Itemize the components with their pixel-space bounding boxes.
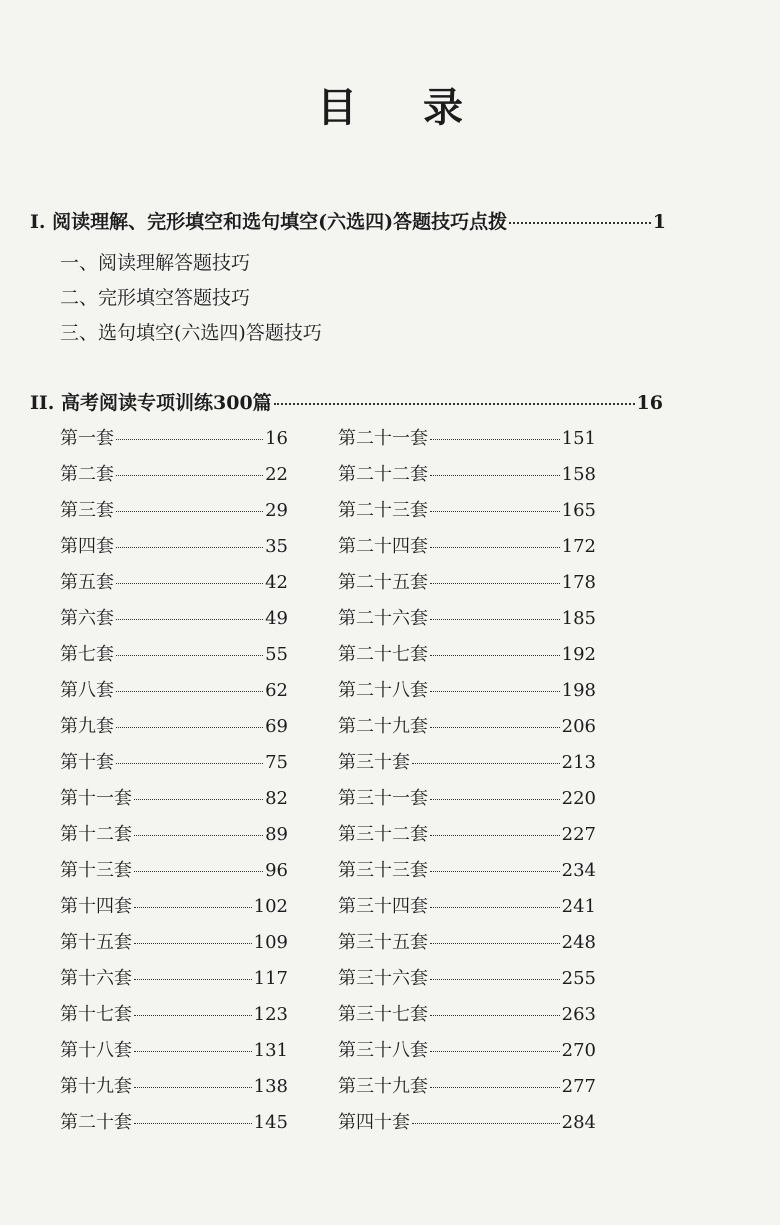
- toc-entry-label: 第四套: [60, 536, 114, 557]
- leader-dots: [430, 619, 560, 620]
- leader-dots: [116, 475, 263, 476]
- leader-dots: [412, 1123, 560, 1124]
- toc-entry-label: 第十一套: [60, 788, 132, 809]
- toc-entry-page: 178: [561, 572, 596, 593]
- toc-entry-page: 145: [253, 1112, 288, 1133]
- toc-entry[interactable]: [338, 1038, 596, 1064]
- toc-entry-label: 第二十四套: [338, 536, 428, 557]
- toc-entry-page: 158: [561, 464, 596, 485]
- leader-dots: [134, 1123, 252, 1124]
- toc-entry-page: 49: [265, 608, 288, 629]
- toc-entry[interactable]: [338, 1074, 596, 1100]
- toc-entry-label: 第三十一套: [338, 788, 428, 809]
- toc-entry-page: 270: [561, 1040, 596, 1061]
- toc-entry-page: 248: [561, 932, 596, 953]
- toc-entry[interactable]: [338, 786, 596, 812]
- toc-entry-page: 62: [265, 680, 288, 701]
- toc-entry[interactable]: [338, 894, 596, 920]
- toc-entry-page: 263: [561, 1004, 596, 1025]
- leader-dots: [116, 619, 263, 620]
- toc-entry-label: 第十八套: [60, 1040, 132, 1061]
- toc-entry-label: 第二十九套: [338, 716, 428, 737]
- toc-entry-page: 172: [561, 536, 596, 557]
- toc-entry-page: 206: [561, 716, 596, 737]
- toc-entry-label: 第十三套: [60, 860, 132, 881]
- toc-entry[interactable]: [60, 642, 288, 668]
- toc-entry-label: 第二套: [60, 464, 114, 485]
- toc-entry-page: 69: [265, 716, 288, 737]
- toc-entry[interactable]: [60, 498, 288, 524]
- toc-entry-label: 第七套: [60, 644, 114, 665]
- toc-entry[interactable]: [338, 462, 596, 488]
- toc-entry[interactable]: [60, 462, 288, 488]
- leader-dots: [134, 835, 263, 836]
- leader-dots: [430, 547, 560, 548]
- toc-entry-page: 131: [253, 1040, 288, 1061]
- toc-entry-label: 第五套: [60, 572, 114, 593]
- toc-entry[interactable]: [338, 606, 596, 632]
- toc-entry-label: 第三十四套: [338, 896, 428, 917]
- toc-entry[interactable]: [60, 570, 288, 596]
- toc-entry[interactable]: [338, 858, 596, 884]
- toc-entry-label: 第三十五套: [338, 932, 428, 953]
- leader-dots: [134, 979, 252, 980]
- subsection-3[interactable]: 三、选句填空(六选四)答题技巧: [60, 322, 322, 344]
- toc-entry-page: 42: [265, 572, 288, 593]
- leader-dots: [134, 1087, 252, 1088]
- leader-dots: [430, 1015, 560, 1016]
- toc-entry-label: 第三十套: [338, 752, 410, 773]
- toc-entry-page: 185: [561, 608, 596, 629]
- toc-entry-label: 第三十二套: [338, 824, 428, 845]
- leader-dots: [116, 439, 263, 440]
- toc-entry-label: 第九套: [60, 716, 114, 737]
- toc-entry-label: 第三十七套: [338, 1004, 428, 1025]
- leader-dots: [430, 943, 560, 944]
- toc-entry-label: 第十六套: [60, 968, 132, 989]
- toc-entry-page: 227: [561, 824, 596, 845]
- toc-entry-label: 第二十一套: [338, 428, 428, 449]
- toc-entry-label: 第二十六套: [338, 608, 428, 629]
- leader-dots: [430, 691, 560, 692]
- leader-dots: [116, 763, 263, 764]
- leader-dots: [116, 691, 263, 692]
- subsection-1[interactable]: 一、阅读理解答题技巧: [60, 252, 251, 274]
- toc-entry-page: 151: [561, 428, 596, 449]
- toc-entry-page: 55: [265, 644, 288, 665]
- toc-entry-page: 109: [253, 932, 288, 953]
- toc-entry[interactable]: [338, 642, 596, 668]
- section-2-entry[interactable]: [30, 390, 663, 416]
- toc-entry[interactable]: [338, 534, 596, 560]
- toc-entry[interactable]: [60, 1038, 288, 1064]
- toc-entry-label: 第三十三套: [338, 860, 428, 881]
- toc-entry-label: 第六套: [60, 608, 114, 629]
- toc-entry-page: 96: [265, 860, 288, 881]
- page-title: 目 录: [317, 84, 489, 131]
- toc-entry-label: 第三十八套: [338, 1040, 428, 1061]
- section-1-entry[interactable]: [30, 209, 666, 235]
- leader-dots: [509, 222, 651, 224]
- toc-entry[interactable]: [60, 786, 288, 812]
- toc-entry-label: 第十二套: [60, 824, 132, 845]
- leader-dots: [274, 403, 635, 405]
- toc-entry-label: 第二十八套: [338, 680, 428, 701]
- toc-entry[interactable]: [338, 822, 596, 848]
- toc-entry-label: 第十九套: [60, 1076, 132, 1097]
- leader-dots: [116, 511, 263, 512]
- section-2-page: 16: [636, 392, 663, 414]
- section-1-page: 1: [652, 211, 666, 233]
- toc-entry-label: 第二十三套: [338, 500, 428, 521]
- toc-entry-page: 82: [265, 788, 288, 809]
- toc-entry[interactable]: [60, 858, 288, 884]
- toc-entry-label: 第一套: [60, 428, 114, 449]
- leader-dots: [430, 727, 560, 728]
- leader-dots: [412, 763, 560, 764]
- toc-entry-label: 第二十五套: [338, 572, 428, 593]
- leader-dots: [134, 1015, 252, 1016]
- toc-entry[interactable]: [60, 678, 288, 704]
- toc-entry[interactable]: [60, 1074, 288, 1100]
- subsection-2[interactable]: 二、完形填空答题技巧: [60, 287, 251, 309]
- leader-dots: [116, 547, 263, 548]
- leader-dots: [430, 871, 560, 872]
- leader-dots: [134, 907, 252, 908]
- toc-entry-page: 165: [561, 500, 596, 521]
- toc-entry-page: 29: [265, 500, 288, 521]
- toc-entry-page: 75: [265, 752, 288, 773]
- toc-entry[interactable]: [338, 678, 596, 704]
- leader-dots: [430, 835, 560, 836]
- toc-entry-page: 22: [265, 464, 288, 485]
- leader-dots: [116, 727, 263, 728]
- toc-entry[interactable]: [60, 822, 288, 848]
- leader-dots: [430, 979, 560, 980]
- toc-entry[interactable]: [338, 426, 596, 452]
- toc-entry[interactable]: [338, 930, 596, 956]
- leader-dots: [430, 799, 560, 800]
- toc-entry[interactable]: [338, 714, 596, 740]
- toc-entry-page: 198: [561, 680, 596, 701]
- toc-entry-label: 第三套: [60, 500, 114, 521]
- toc-entry-label: 第十四套: [60, 896, 132, 917]
- toc-entry-page: 89: [265, 824, 288, 845]
- toc-entry-page: 220: [561, 788, 596, 809]
- toc-entry-label: 第十七套: [60, 1004, 132, 1025]
- toc-entry[interactable]: [60, 714, 288, 740]
- toc-entry[interactable]: [338, 570, 596, 596]
- section-1-label: I. 阅读理解、完形填空和选句填空(六选四)答题技巧点拨: [30, 211, 508, 233]
- toc-entry[interactable]: [338, 966, 596, 992]
- toc-entry-page: 277: [561, 1076, 596, 1097]
- toc-entry-page: 16: [265, 428, 288, 449]
- leader-dots: [134, 943, 252, 944]
- toc-entry[interactable]: [338, 750, 596, 776]
- toc-entry-page: 102: [253, 896, 288, 917]
- leader-dots: [430, 1087, 560, 1088]
- leader-dots: [430, 1051, 560, 1052]
- leader-dots: [430, 583, 560, 584]
- toc-entry-page: 138: [253, 1076, 288, 1097]
- leader-dots: [430, 655, 560, 656]
- toc-entry[interactable]: [338, 1002, 596, 1028]
- leader-dots: [134, 1051, 252, 1052]
- toc-entry[interactable]: [338, 498, 596, 524]
- leader-dots: [134, 871, 263, 872]
- toc-entry[interactable]: [338, 1110, 596, 1136]
- leader-dots: [430, 907, 560, 908]
- toc-entry-page: 284: [561, 1112, 596, 1133]
- toc-entry-page: 213: [561, 752, 596, 773]
- toc-entry-page: 234: [561, 860, 596, 881]
- toc-entry-label: 第二十二套: [338, 464, 428, 485]
- toc-entry[interactable]: [60, 966, 288, 992]
- leader-dots: [430, 511, 560, 512]
- toc-entry-label: 第十五套: [60, 932, 132, 953]
- toc-entry-label: 第二十套: [60, 1112, 132, 1133]
- toc-entry-page: 117: [253, 968, 288, 989]
- toc-entry-page: 123: [253, 1004, 288, 1025]
- toc-entry-label: 第八套: [60, 680, 114, 701]
- toc-entry-page: 35: [265, 536, 288, 557]
- toc-entry[interactable]: [60, 930, 288, 956]
- toc-entry[interactable]: [60, 606, 288, 632]
- toc-entry-page: 255: [561, 968, 596, 989]
- leader-dots: [116, 655, 263, 656]
- leader-dots: [430, 439, 560, 440]
- section-2-label: II. 高考阅读专项训练300篇: [30, 392, 272, 414]
- toc-entry-label: 第四十套: [338, 1112, 410, 1133]
- leader-dots: [430, 475, 560, 476]
- toc-entry-label: 第二十七套: [338, 644, 428, 665]
- toc-entry[interactable]: [60, 1110, 288, 1136]
- toc-entry-label: 第十套: [60, 752, 114, 773]
- toc-entry-page: 241: [561, 896, 596, 917]
- toc-entry-page: 192: [561, 644, 596, 665]
- toc-entry-label: 第三十六套: [338, 968, 428, 989]
- toc-entry-label: 第三十九套: [338, 1076, 428, 1097]
- toc-entry[interactable]: [60, 894, 288, 920]
- toc-entry[interactable]: [60, 1002, 288, 1028]
- toc-entry[interactable]: [60, 426, 288, 452]
- leader-dots: [134, 799, 263, 800]
- toc-entry[interactable]: [60, 750, 288, 776]
- toc-entry[interactable]: [60, 534, 288, 560]
- leader-dots: [116, 583, 263, 584]
